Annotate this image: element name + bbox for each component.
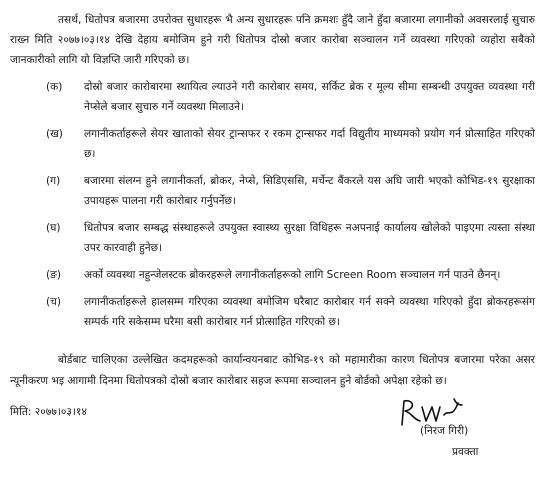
item-text: धितोपत्र बजार सम्बद्ध संस्थाहरूले उपयुक्त स्वास्थ्य सुरक्षा विधिहरू नअपनाई कार्यालय खोलेको पाइएमा त्यस्ता संस्था उपर कारवाही हुनेछ। (84, 222, 535, 254)
item-text: लगानीकर्ताहरूले सेयर खाताको सेयर ट्रान्सफर र रकम ट्रान्सफर गर्दा विद्युतीय माध्यमको प्रयोग गर्न प्रोत्साहित गरिएको छ। (84, 128, 535, 160)
item-label: (ख) (46, 128, 63, 140)
list-item (46, 171, 535, 211)
item-label: (ग) (46, 175, 61, 187)
measures-list (10, 77, 535, 332)
closing-paragraph: बोर्डबाट चालिएका उल्लेखित कदमहरूको कार्यान्वयनबाट कोभिड-१९ को महामारीका कारण धितोपत्र बजारमा परेका असर न्यूनीकरण भइ आगामी दिनमा धितोपत्रको दोस्रो बजार कारोबार सहज रूपमा सञ्चालन हुने बोर्डको अपेक्षा रहेको छ। (10, 354, 535, 387)
list-item (46, 292, 535, 332)
item-text: लगानीकर्ताहरूले हालसम्म गरिएका व्यवस्था बमोजिम घरैबाट कारोबार गर्न सक्ने व्यवस्था गरिएको हुँदा ब्रोकरहरूसंग सम्पर्क गरि सकेसम्म घरैमा बसी कारोबार गर्न प्रोत्साहित गरिएको छ। (84, 296, 535, 328)
signatory-title: प्रवक्ता (452, 446, 479, 458)
list-item (46, 77, 535, 117)
item-label: (घ) (46, 222, 61, 234)
item-label: (ङ) (46, 269, 62, 281)
signatory-name: (निरज गिरी) (420, 425, 469, 437)
issue-date: मिति: २०७७।०३।१४ (10, 406, 87, 418)
item-label: (च) (46, 296, 61, 308)
intro-paragraph: तसर्थ, धितोपत्र बजारमा उपरोक्त सुधारहरू भै अन्य सुधारहरू पनि क्रमशः हुँदै जाने हुँदा बजारमा लगानीको अवसरलाई सुचारु राख्न मिति २०७७।०३।१४ देखि देहाय बमोजिम हुने गरी धितोपत्र दोस्रो बजार कारोबा सञ्चालन गर्ने व्यवस्था गरिएको व्यहोरा सबैको जानकारीको लागि यो विज्ञप्ति जारी गरिएको छ। (10, 14, 535, 66)
list-item (46, 265, 535, 285)
item-text: बजारमा संलग्न हुने लगानीकर्ता, ब्रोकर, नेप्से, सिडिएससि, मर्चेन्ट बैंकरले यस अघि जारी भएको कोभिड-१९ सुरक्षाका उपायहरू पालना गरी कारोबार गर्नुपर्नेछ। (84, 175, 535, 207)
list-item (46, 218, 535, 258)
item-label: (क) (46, 81, 63, 93)
item-text: अर्को व्यवस्था नहुन्जेलस्टक ब्रोकरहरूले लगानीकर्ताहरूको लागि Screen Room सञ्चालन गर्न पाउने छैनन्। (84, 269, 501, 281)
list-item (46, 124, 535, 164)
item-text: दोस्रो बजार कारोबारमा स्थायित्व ल्याउने गरी कारोबार समय, सर्किट ब्रेक र मूल्य सीमा सम्बन्धी उपयुक्त व्यवस्था गरी नेप्सेले बजार सुचारु गर्ने व्यवस्था मिलाउने। (84, 81, 535, 113)
